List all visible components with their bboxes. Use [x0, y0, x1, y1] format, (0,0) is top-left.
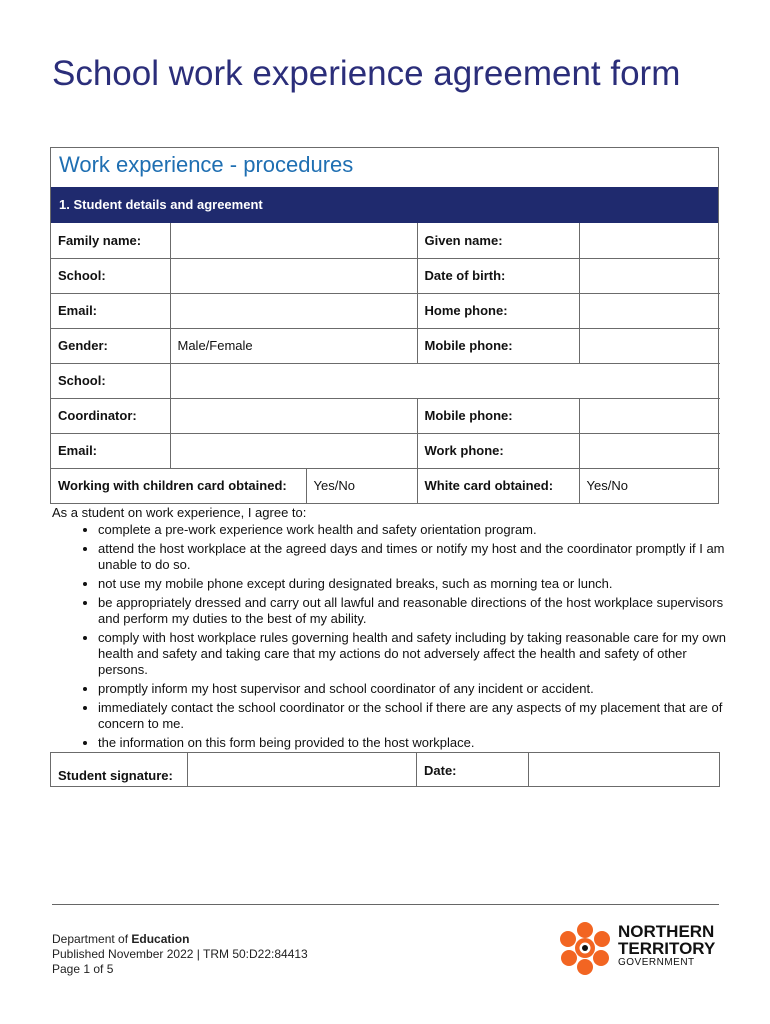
student-details-table — [51, 223, 720, 503]
section-header: 1. Student details and agreement — [51, 187, 718, 223]
school-label: School: — [51, 258, 170, 293]
list-item: • be appropriately dressed and carry out all lawful and reasonable directions of the host workplace supervisors and perform my duties to the best of my ability. — [98, 595, 727, 627]
table-row — [51, 258, 720, 293]
wwcc-field[interactable]: Yes/No — [306, 468, 417, 503]
footer-divider — [52, 904, 719, 905]
agreement-list — [52, 522, 727, 754]
work-phone-label: Work phone: — [417, 433, 579, 468]
footer-page-number: Page 1 of 5 — [52, 962, 114, 976]
gender-field[interactable]: Male/Female — [170, 328, 417, 363]
list-item: • immediately contact the school coordinator or the school if there are any aspects of my placement that are of concern to me. — [98, 700, 727, 732]
footer-dept-prefix: Department of — [52, 932, 129, 946]
footer — [52, 932, 308, 977]
list-item: • complete a pre-work experience work health and safety orientation program. — [98, 522, 727, 538]
flower-icon — [556, 920, 614, 976]
white-card-label: White card obtained: — [417, 468, 579, 503]
list-item: • not use my mobile phone except during designated breaks, such as morning tea or lunch. — [98, 576, 727, 592]
student-signature-field[interactable] — [188, 753, 417, 787]
coordinator-email-field[interactable] — [170, 433, 417, 468]
footer-dept-name: Education — [131, 932, 190, 946]
section-subtitle: Work experience - procedures — [59, 152, 354, 177]
date-of-birth-label: Date of birth: — [417, 258, 579, 293]
family-name-label: Family name: — [51, 223, 170, 258]
coordinator-field[interactable] — [170, 398, 417, 433]
table-row — [51, 398, 720, 433]
agreement-intro: As a student on work experience, I agree to: — [52, 505, 307, 520]
coordinator-mobile-field[interactable] — [579, 398, 720, 433]
logo-wordmark — [618, 923, 715, 969]
white-card-field[interactable]: Yes/No — [579, 468, 720, 503]
date-label: Date: — [417, 753, 529, 787]
date-of-birth-field[interactable] — [579, 258, 720, 293]
table-row — [51, 223, 720, 258]
given-name-label: Given name: — [417, 223, 579, 258]
coordinator-mobile-label: Mobile phone: — [417, 398, 579, 433]
table-row — [51, 293, 720, 328]
form-panel — [50, 147, 719, 504]
footer-published: Published November 2022 | TRM 50:D22:84413 — [52, 947, 308, 961]
student-signature-label: Student signature: — [51, 753, 188, 787]
work-phone-field[interactable] — [579, 433, 720, 468]
coordinator-email-label: Email: — [51, 433, 170, 468]
family-name-field[interactable] — [170, 223, 417, 258]
table-row — [51, 753, 720, 787]
logo-line-2: TERRITORY — [618, 939, 716, 958]
email-label: Email: — [51, 293, 170, 328]
mobile-phone-field[interactable] — [579, 328, 720, 363]
logo-line-3: GOVERNMENT — [618, 957, 695, 968]
school-field-2[interactable] — [170, 363, 720, 398]
page-title: School work experience agreement form — [52, 54, 681, 93]
list-item: • the information on this form being provided to the host workplace. — [98, 735, 727, 751]
home-phone-field[interactable] — [579, 293, 720, 328]
date-field[interactable] — [529, 753, 720, 787]
list-item: • promptly inform my host supervisor and school coordinator of any incident or accident. — [98, 681, 727, 697]
mobile-phone-label: Mobile phone: — [417, 328, 579, 363]
gender-label: Gender: — [51, 328, 170, 363]
email-field[interactable] — [170, 293, 417, 328]
nt-government-logo — [556, 920, 726, 976]
given-name-field[interactable] — [579, 223, 720, 258]
table-row — [51, 363, 720, 398]
list-item: • comply with host workplace rules governing health and safety including by taking reasonable care for my own health and safety and taking care that my actions do not adversely affect the health and safety of other persons. — [98, 630, 727, 678]
school-field[interactable] — [170, 258, 417, 293]
wwcc-label: Working with children card obtained: — [51, 468, 306, 503]
logo-line-1: NORTHERN — [618, 922, 715, 941]
school-label-2: School: — [51, 363, 170, 398]
list-item: • attend the host workplace at the agreed days and times or notify my host and the coordinator promptly if I am unable to do so. — [98, 541, 727, 573]
table-row — [51, 468, 720, 503]
coordinator-label: Coordinator: — [51, 398, 170, 433]
table-row — [51, 433, 720, 468]
signature-table — [50, 752, 720, 787]
home-phone-label: Home phone: — [417, 293, 579, 328]
table-row — [51, 328, 720, 363]
